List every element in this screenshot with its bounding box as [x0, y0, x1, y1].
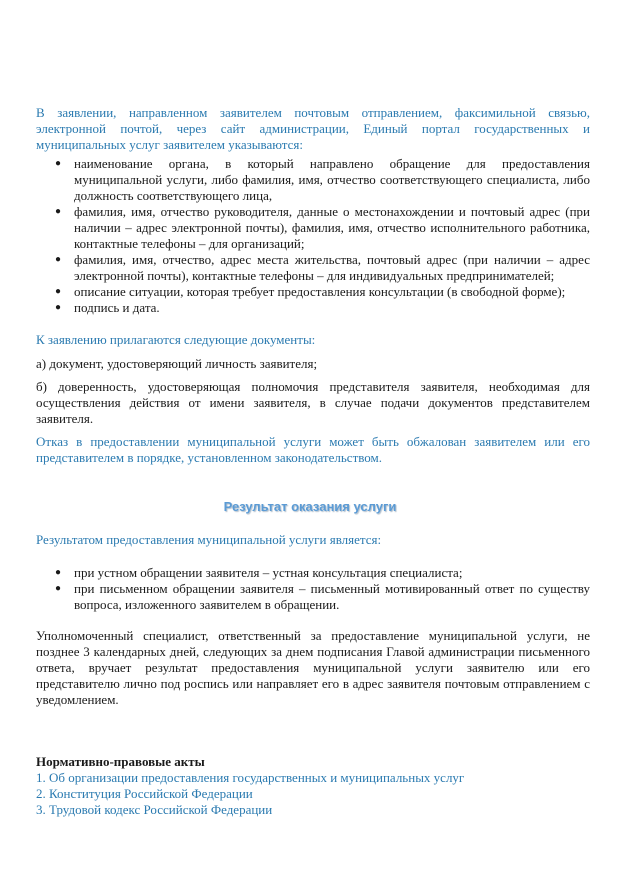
result-heading: Результат оказания услуги: [223, 499, 397, 514]
acts-list: [36, 770, 464, 818]
result-list: [36, 565, 590, 613]
act-link[interactable]: 1. Об организации предоставления государственных и муниципальных услуг: [36, 770, 465, 785]
applicant-details-list: [36, 156, 590, 316]
list-item: ● при устном обращении заявителя – устная консультация специалиста;: [55, 565, 463, 580]
bullet-icon: ●: [55, 302, 62, 313]
list-item: ● фамилия, имя, отчество руководителя, данные о местонахождении и почтовый адрес (при наличии – адрес электронной почты), фамилия, имя, отчество исполнительного работника, контактные телефоны – для организаций;: [55, 204, 590, 251]
act-link[interactable]: 2. Конституция Российской Федерации: [36, 786, 253, 801]
bullet-icon: ●: [55, 286, 62, 297]
intro-paragraph: В заявлении, направленном заявителем почтовым отправлением, факсимильной связью, электронной почтой, через сайт администрации, Единый портал государственных и муниципальных услуг заявителем указываются:: [36, 105, 590, 152]
bullet-icon: ●: [55, 583, 62, 594]
result-intro: Результатом предоставления муниципальной услуги является:: [36, 532, 382, 547]
list-item: ● описание ситуации, которая требует предоставления консультации (в свободной форме);: [55, 284, 566, 299]
list-item: ● фамилия, имя, отчество, адрес места жительства, почтовый адрес (при наличии – адрес электронной почты), контактные телефоны – для индивидуальных предпринимателей;: [55, 252, 590, 283]
bullet-icon: ●: [55, 158, 62, 169]
list-item: ● наименование органа, в который направлено обращение для предоставления муниципальной услуги, либо фамилия, имя, отчество соответствующего специалиста, либо должность соответствующего лица,: [55, 156, 590, 203]
list-item: ● при письменном обращении заявителя – письменный мотивированный ответ по существу вопроса, изложенного заявителем в обращении.: [55, 581, 590, 612]
bullet-icon: ●: [55, 254, 62, 265]
documents-intro: К заявлению прилагаются следующие документы:: [36, 332, 316, 347]
act-link[interactable]: 3. Трудовой кодекс Российской Федерации: [36, 802, 273, 817]
bullet-icon: ●: [55, 206, 62, 217]
authorized-specialist-paragraph: Уполномоченный специалист, ответственный за предоставление муниципальной услуги, не позднее 3 календарных дней, следующих за днем подписания Главой администрации письменного ответа, вручает результат предоставления муниципальной услуги заявителю или его представителю лично под роспись или направляет его в адрес заявителя почтовым отправлением с уведомлением.: [36, 628, 590, 707]
refusal-paragraph: Отказ в предоставлении муниципальной услуги может быть обжалован заявителем или его представителем в порядке, установленном законодательством.: [36, 434, 590, 465]
list-item: ● подпись и дата.: [55, 300, 160, 315]
document-a: а) документ, удостоверяющий личность заявителя;: [36, 356, 318, 371]
document-b: б) доверенность, удостоверяющая полномочия представителя заявителя, необходимая для осуществления действия от имени заявителя, в случае подачи документов представителем заявителя.: [36, 379, 590, 426]
acts-title: Нормативно-правовые акты: [36, 754, 205, 769]
bullet-icon: ●: [55, 567, 62, 578]
